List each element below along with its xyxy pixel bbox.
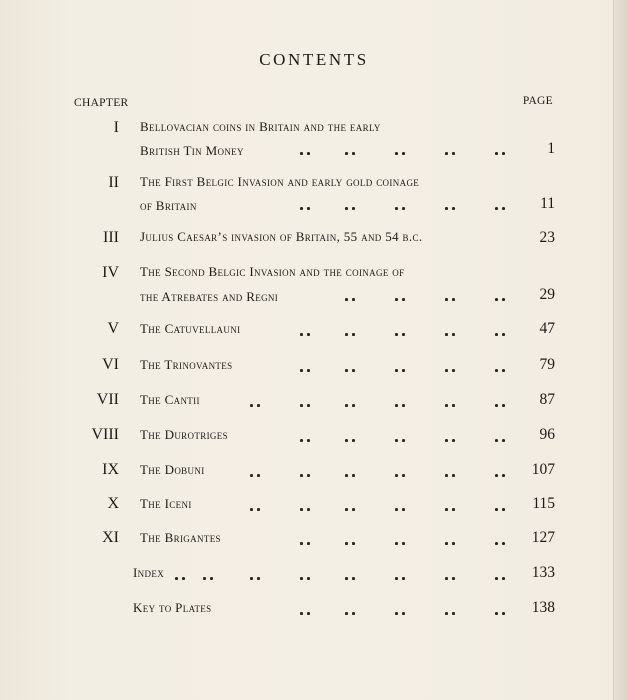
chapter-title-line: British Tin Money bbox=[140, 143, 244, 158]
leader-dot bbox=[307, 542, 310, 545]
page-column-header: PAGE bbox=[522, 95, 553, 107]
leader-dot bbox=[495, 404, 498, 407]
chapter-title-line: of Britain bbox=[140, 198, 197, 213]
leader-dot bbox=[452, 542, 455, 545]
index-entry: Index bbox=[133, 565, 165, 580]
leader-dot bbox=[307, 152, 310, 155]
leader-dot bbox=[257, 404, 260, 407]
page-title: CONTENTS bbox=[259, 50, 369, 69]
leader-dot bbox=[495, 298, 498, 301]
leader-dot bbox=[345, 542, 348, 545]
chapter-column-header: CHAPTER bbox=[74, 97, 129, 109]
leader-dot bbox=[402, 152, 405, 155]
leader-dot bbox=[495, 333, 498, 336]
leader-dot bbox=[445, 298, 448, 301]
leader-dot bbox=[395, 404, 398, 407]
leader-dot bbox=[250, 508, 253, 511]
leader-dot bbox=[502, 298, 505, 301]
leader-dot bbox=[452, 577, 455, 580]
leader-dot bbox=[502, 404, 505, 407]
leader-dot bbox=[452, 152, 455, 155]
leader-dot bbox=[495, 577, 498, 580]
chapter-number: X bbox=[107, 495, 119, 512]
leader-dot bbox=[307, 333, 310, 336]
page-number: 87 bbox=[539, 391, 555, 408]
chapter-number: XI bbox=[102, 529, 119, 546]
page-number: 1 bbox=[547, 140, 555, 157]
leader-dot bbox=[495, 508, 498, 511]
leader-dot bbox=[452, 612, 455, 615]
leader-dot bbox=[257, 474, 260, 477]
leader-dot bbox=[300, 474, 303, 477]
chapter-title-line: The Brigantes bbox=[140, 530, 221, 545]
page-number: 138 bbox=[531, 599, 555, 616]
leader-dot bbox=[352, 439, 355, 442]
leader-dot bbox=[352, 152, 355, 155]
leader-dot bbox=[257, 577, 260, 580]
leader-dot bbox=[182, 577, 185, 580]
leader-dot bbox=[307, 439, 310, 442]
page-number: 11 bbox=[540, 195, 555, 212]
chapter-number: VIII bbox=[91, 426, 119, 443]
leader-dot bbox=[395, 369, 398, 372]
leader-dot bbox=[402, 207, 405, 210]
leader-dot bbox=[345, 207, 348, 210]
chapter-title-line: Julius Caesar’s invasion of Britain, 55 and 54 b.c. bbox=[140, 229, 423, 244]
leader-dot bbox=[502, 508, 505, 511]
leader-dot bbox=[495, 542, 498, 545]
chapter-title-line: Bellovacian coins in Britain and the early bbox=[140, 119, 381, 134]
leader-dot bbox=[307, 207, 310, 210]
leader-dot bbox=[452, 439, 455, 442]
page-number: 107 bbox=[531, 461, 555, 478]
leader-dot bbox=[502, 474, 505, 477]
leader-dot bbox=[502, 612, 505, 615]
leader-dot bbox=[402, 542, 405, 545]
leader-dot bbox=[502, 577, 505, 580]
leader-dot bbox=[345, 439, 348, 442]
page-number: 47 bbox=[539, 320, 555, 337]
chapter-title-line: The Trinovantes bbox=[140, 357, 233, 372]
leader-dot bbox=[352, 333, 355, 336]
leader-dot bbox=[300, 207, 303, 210]
leader-dot bbox=[250, 577, 253, 580]
chapter-number: VII bbox=[96, 391, 119, 408]
leader-dot bbox=[203, 577, 206, 580]
leader-dot bbox=[452, 474, 455, 477]
leader-dot bbox=[352, 542, 355, 545]
leader-dot bbox=[402, 612, 405, 615]
leader-dot bbox=[307, 404, 310, 407]
leader-dot bbox=[352, 404, 355, 407]
leader-dot bbox=[250, 474, 253, 477]
leader-dot bbox=[402, 369, 405, 372]
chapter-title-line: The Iceni bbox=[140, 496, 192, 511]
leader-dot bbox=[445, 508, 448, 511]
key-to-plates-entry: Key to Plates bbox=[133, 600, 212, 615]
leader-dot bbox=[395, 577, 398, 580]
leader-dot bbox=[495, 152, 498, 155]
chapter-number: VI bbox=[102, 356, 119, 373]
chapter-title-line: The Cantii bbox=[140, 392, 200, 407]
leader-dot bbox=[352, 612, 355, 615]
leader-dot bbox=[352, 508, 355, 511]
leader-dot bbox=[300, 542, 303, 545]
leader-dot bbox=[402, 439, 405, 442]
leader-dot bbox=[502, 207, 505, 210]
leader-dot bbox=[345, 508, 348, 511]
leader-dot bbox=[452, 404, 455, 407]
leader-dot bbox=[452, 298, 455, 301]
leader-dot bbox=[445, 152, 448, 155]
leader-dot bbox=[445, 207, 448, 210]
page-edge bbox=[613, 0, 628, 700]
leader-dot bbox=[352, 369, 355, 372]
leader-dot bbox=[345, 298, 348, 301]
leader-dot bbox=[345, 474, 348, 477]
leader-dot bbox=[352, 207, 355, 210]
page-number: 96 bbox=[539, 426, 555, 443]
leader-dot bbox=[495, 207, 498, 210]
page-number: 29 bbox=[539, 286, 555, 303]
leader-dot bbox=[395, 474, 398, 477]
leader-dot bbox=[452, 508, 455, 511]
leader-dot bbox=[445, 404, 448, 407]
leader-dot bbox=[452, 333, 455, 336]
chapter-number: IV bbox=[102, 264, 119, 281]
leader-dot bbox=[395, 439, 398, 442]
leader-dot bbox=[300, 612, 303, 615]
leader-dot bbox=[395, 542, 398, 545]
leader-dot bbox=[352, 298, 355, 301]
leader-dot bbox=[402, 333, 405, 336]
leader-dot bbox=[445, 542, 448, 545]
chapter-number: V bbox=[107, 320, 119, 337]
leader-dot bbox=[300, 577, 303, 580]
leader-dot bbox=[345, 404, 348, 407]
chapter-number: III bbox=[103, 229, 119, 246]
leader-dot bbox=[495, 369, 498, 372]
page-number: 133 bbox=[531, 564, 555, 581]
leader-dot bbox=[402, 298, 405, 301]
leader-dot bbox=[307, 508, 310, 511]
leader-dot bbox=[395, 152, 398, 155]
leader-dot bbox=[395, 612, 398, 615]
leader-dot bbox=[445, 369, 448, 372]
chapter-number: I bbox=[113, 119, 119, 136]
page-number: 79 bbox=[539, 356, 555, 373]
leader-dot bbox=[300, 439, 303, 442]
chapter-title-line: The Catuvellauni bbox=[140, 321, 241, 336]
leader-dot bbox=[307, 369, 310, 372]
leader-dot bbox=[395, 207, 398, 210]
leader-dot bbox=[352, 474, 355, 477]
chapter-title-line: The Second Belgic Invasion and the coinage of bbox=[140, 264, 405, 279]
leader-dot bbox=[345, 612, 348, 615]
page-number: 23 bbox=[539, 229, 555, 246]
leader-dot bbox=[502, 369, 505, 372]
chapter-title-line: The Durotriges bbox=[140, 427, 228, 442]
chapter-title-line: The First Belgic Invasion and early gold coinage bbox=[140, 174, 420, 189]
leader-dot bbox=[502, 439, 505, 442]
leader-dot bbox=[502, 542, 505, 545]
leader-dot bbox=[445, 612, 448, 615]
leader-dot bbox=[452, 207, 455, 210]
leader-dot bbox=[300, 369, 303, 372]
leader-dot bbox=[502, 333, 505, 336]
leader-dot bbox=[210, 577, 213, 580]
leader-dot bbox=[495, 612, 498, 615]
chapter-number: II bbox=[108, 174, 119, 191]
leader-dot bbox=[345, 152, 348, 155]
leader-dot bbox=[250, 404, 253, 407]
leader-dot bbox=[395, 508, 398, 511]
leader-dot bbox=[445, 333, 448, 336]
leader-dot bbox=[300, 333, 303, 336]
leader-dot bbox=[257, 508, 260, 511]
leader-dot bbox=[307, 577, 310, 580]
leader-dot bbox=[345, 333, 348, 336]
leader-dot bbox=[307, 474, 310, 477]
leader-dot bbox=[300, 508, 303, 511]
chapter-number: IX bbox=[102, 461, 119, 478]
leader-dot bbox=[300, 404, 303, 407]
page-number: 127 bbox=[531, 529, 555, 546]
leader-dot bbox=[402, 474, 405, 477]
leader-dot bbox=[307, 612, 310, 615]
leader-dot bbox=[445, 474, 448, 477]
leader-dot bbox=[495, 474, 498, 477]
leader-dot bbox=[345, 369, 348, 372]
leader-dot bbox=[352, 577, 355, 580]
leader-dot bbox=[495, 439, 498, 442]
leader-dot bbox=[445, 577, 448, 580]
leader-dot bbox=[175, 577, 178, 580]
page-number: 115 bbox=[532, 495, 555, 512]
chapter-title-line: The Dobuni bbox=[140, 462, 205, 477]
leader-dot bbox=[345, 577, 348, 580]
leader-dot bbox=[452, 369, 455, 372]
leader-dot bbox=[502, 152, 505, 155]
leader-dot bbox=[300, 152, 303, 155]
leader-dot bbox=[445, 439, 448, 442]
leader-dot bbox=[402, 508, 405, 511]
leader-dot bbox=[395, 333, 398, 336]
leader-dot bbox=[402, 404, 405, 407]
leader-dot bbox=[395, 298, 398, 301]
leader-dot bbox=[402, 577, 405, 580]
chapter-title-line: the Atrebates and Regni bbox=[140, 289, 279, 304]
